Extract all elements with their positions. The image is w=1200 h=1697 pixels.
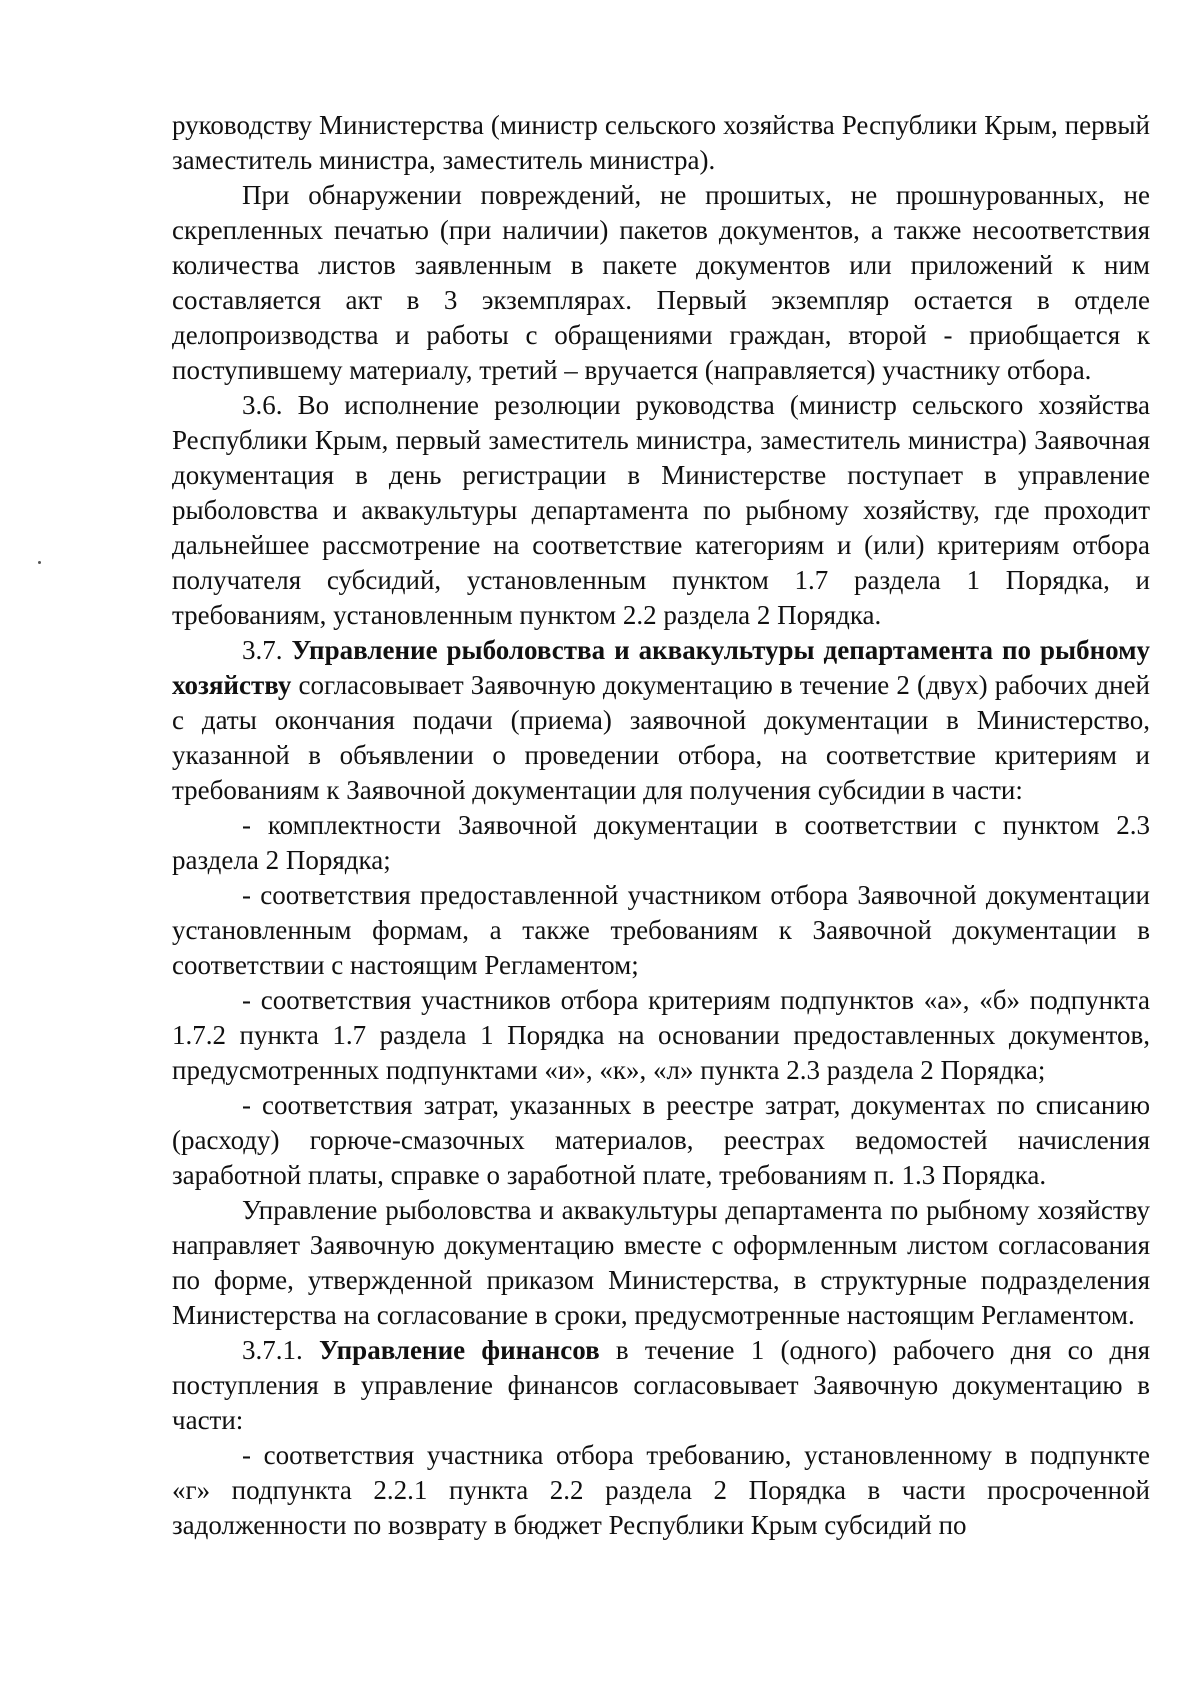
clause-finance-bold: Управление финансов [319, 1335, 600, 1365]
list-item-completeness: - комплектности Заявочной документации в соответствии с пунктом 2.3 раздела 2 Порядка; [172, 810, 1150, 875]
paragraph-routing: Управление рыболовства и аквакультуры департамента по рыбному хозяйству направляет Заявочную документацию вместе с оформленным листом согласования по форме, утвержденной приказом Министерства, в структурные подразделения Министерства на согласование в сроки, предусмотренные настоящим Регламентом. [172, 1195, 1150, 1330]
list-item-costs: - соответствия затрат, указанных в реестре затрат, документах по списанию (расходу) горюче-смазочных материалов, реестрах ведомостей начисления заработной платы, справке о заработной плате, требованиям п. 1.3 Порядка. [172, 1090, 1150, 1190]
paragraph-damage-act: При обнаружении повреждений, не прошитых, не прошнурованных, не скрепленных печатью (при наличии) пакетов документов, а также несоответствия количества листов заявленным в пакете документов или приложений к ним составляется акт в 3 экземплярах. Первый экземпляр остается в отделе делопроизводства и работы с обращениями граждан, второй - приобщается к поступившему материалу, третий – вручается (направляется) участнику отбора. [172, 180, 1150, 385]
clause-department-bold: Управление рыболовства и аквакультуры департамента по рыбному хозяйству [172, 635, 1151, 700]
list-item-debt: - соответствия участника отбора требованию, установленному в подпункте «г» подпункта 2.2.1 пункта 2.2 раздела 2 Порядка в части просроченной задолженности по возврату в бюджет Республики Крым субсидий по [172, 1440, 1150, 1540]
document-body [172, 108, 1150, 1543]
clause-number: 3.7.1. [242, 1335, 320, 1365]
list-item-criteria: - соответствия участников отбора критериям подпунктов «а», «б» подпункта 1.7.2 пункта 1.7 раздела 1 Порядка на основании предоставленных документов, предусмотренных подпунктами «и», «к», «л» пункта 2.3 раздела 2 Порядка; [172, 985, 1150, 1085]
paragraph-3-7 [172, 633, 1150, 808]
clause-text: в течение 1 (одного) рабочего дня со дня поступления в управление финансов согласовывает Заявочную документацию в части: [172, 1335, 1151, 1435]
paragraph-3-7-1 [172, 1333, 1150, 1438]
paragraph-3-6: 3.6. Во исполнение резолюции руководства (министр сельского хозяйства Республики Крым, первый заместитель министра, заместитель министра) Заявочная документация в день регистрации в Министерстве поступает в управление рыболовства и аквакультуры департамента по рыбному хозяйству, где проходит дальнейшее рассмотрение на соответствие категориям и (или) критериям отбора получателя субсидий, установленным пунктом 1.7 раздела 1 Порядка, и требованиям, установленным пунктом 2.2 раздела 2 Порядка. [172, 390, 1150, 630]
list-item-forms: - соответствия предоставленной участником отбора Заявочной документации установленным формам, а также требованиям к Заявочной документации в соответствии с настоящим Регламентом; [172, 880, 1150, 980]
paragraph-continuation: руководству Министерства (министр сельского хозяйства Республики Крым, первый заместитель министра, заместитель министра). [172, 110, 1150, 175]
scan-artifact-dot [38, 561, 41, 564]
clause-number: 3.7. [242, 635, 292, 665]
clause-text: согласовывает Заявочную документацию в течение 2 (двух) рабочих дней с даты окончания подачи (приема) заявочной документации в Министерство, указанной в объявлении о проведении отбора, на соответствие критериям и требованиям к Заявочной документации для получения субсидии в части: [172, 670, 1150, 805]
